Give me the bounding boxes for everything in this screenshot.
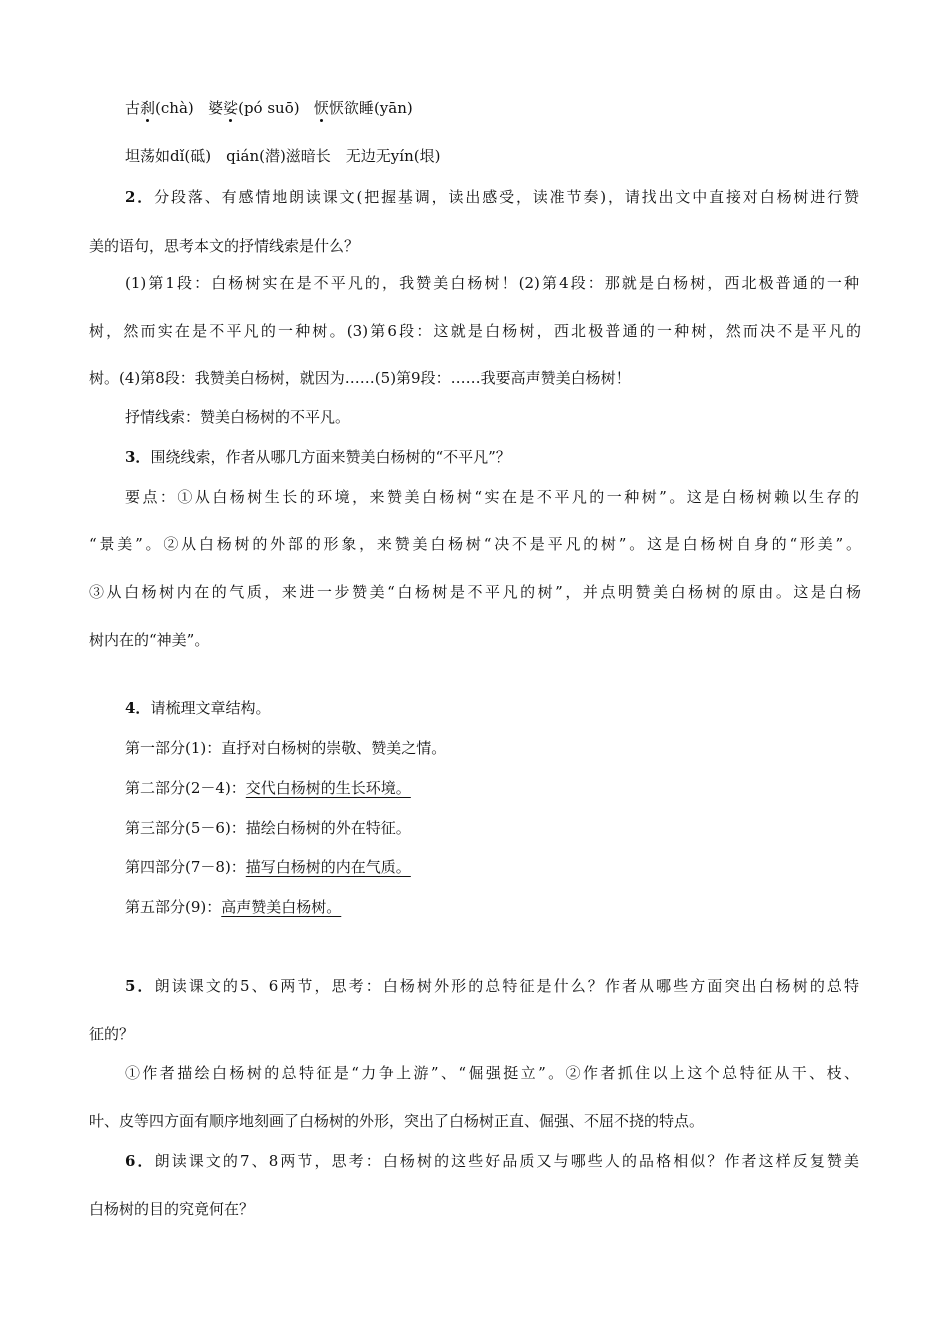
emphasis-dot-char: 恹	[313, 99, 329, 117]
question-number: 6．	[125, 1152, 155, 1170]
answer-2-line-1: (1)第1段：白杨树实在是不平凡的，我赞美白杨树！(2)第4段：那就是白杨树，西北极普通的一种	[125, 274, 859, 292]
question-number: 5．	[125, 977, 155, 995]
question-2: 2．分段落、有感情地朗读课文(把握基调，读出感受，读准节奏)，请找出文中直接对白杨树进行赞	[125, 188, 860, 206]
question-4: 4．请梳理文章结构。	[125, 699, 271, 717]
answer-2-clue: 抒情线索：赞美白杨树的不平凡。	[125, 408, 351, 426]
structure-part-5: 第五部分(9)：高声赞美白杨树。	[125, 897, 345, 917]
answer-3-line-1: 要点：①从白杨树生长的环境，来赞美白杨树“实在是不平凡的一种树”。这是白杨树赖以生存的	[125, 488, 859, 506]
answer-3-line-3: ③从白杨树内在的气质，来进一步赞美“白杨树是不平凡的树”，并点明赞美白杨树的原由。这是白杨	[89, 583, 861, 601]
emphasis-dot-char: 娑	[223, 99, 239, 117]
answer-2-line-2: 树，然而实在是不平凡的一种树。(3)第6段：这就是白杨树，西北极普通的一种树，然而决不是平凡的	[89, 322, 861, 340]
vocab-line-2: 坦荡如dǐ(砥) qián(潜)滋暗长 无边无yín(垠)	[125, 147, 441, 165]
vocab-word-1: 古刹(chà)	[125, 99, 194, 117]
question-5-cont: 征的？	[89, 1025, 135, 1043]
structure-part-1: 第一部分(1)：直抒对白杨树的崇敬、赞美之情。	[125, 739, 447, 757]
vocab-line-1	[125, 98, 413, 118]
structure-part-3: 第三部分(5－6)：描绘白杨树的外在特征。	[125, 819, 411, 837]
vocab-word-3: 恹恹欲睡(yān)	[313, 99, 413, 117]
question-3: 3．围绕线索，作者从哪几方面来赞美白杨树的“不平凡”？	[125, 448, 511, 466]
question-5: 5．朗读课文的5、6两节，思考：白杨树外形的总特征是什么？作者从哪些方面突出白杨树的总特	[125, 977, 860, 995]
answer-3-line-4: 树内在的“神美”。	[89, 631, 210, 649]
vocab-word-2: 婆娑(pó suō)	[208, 99, 300, 117]
answer-underline: 高声赞美白杨树。	[221, 898, 342, 916]
question-6: 6．朗读课文的7、8两节，思考：白杨树的这些好品质又与哪些人的品格相似？作者这样反复赞美	[125, 1152, 860, 1170]
structure-part-2: 第二部分(2－4)：交代白杨树的生长环境。	[125, 778, 415, 798]
structure-part-4: 第四部分(7－8)：描写白杨树的内在气质。	[125, 857, 415, 877]
question-6-cont: 白杨树的目的究竟何在？	[89, 1200, 255, 1218]
question-number: 2．	[125, 188, 155, 206]
answer-5-line-2: 叶、皮等四方面有顺序地刻画了白杨树的外形，突出了白杨树正直、倔强、不屈不挠的特点。	[89, 1112, 705, 1130]
question-2-cont: 美的语句，思考本文的抒情线索是什么？	[89, 237, 360, 255]
answer-2-line-3: 树。(4)第8段：我赞美白杨树，就因为……(5)第9段：……我要高声赞美白杨树！	[89, 369, 631, 387]
answer-underline: 描写白杨树的内在气质。	[245, 858, 411, 876]
question-number: 3．	[125, 448, 151, 466]
emphasis-dot-char: 刹	[140, 99, 156, 117]
question-number: 4．	[125, 699, 151, 717]
answer-underline: 交代白杨树的生长环境。	[245, 779, 411, 797]
answer-5-line-1: ①作者描绘白杨树的总特征是“力争上游”、“倔强挺立”。②作者抓住以上这个总特征从干、枝、	[125, 1064, 859, 1082]
answer-3-line-2: “景美”。②从白杨树的外部的形象，来赞美白杨树“决不是平凡的树”。这是白杨树自身的“形美”。	[89, 535, 861, 553]
